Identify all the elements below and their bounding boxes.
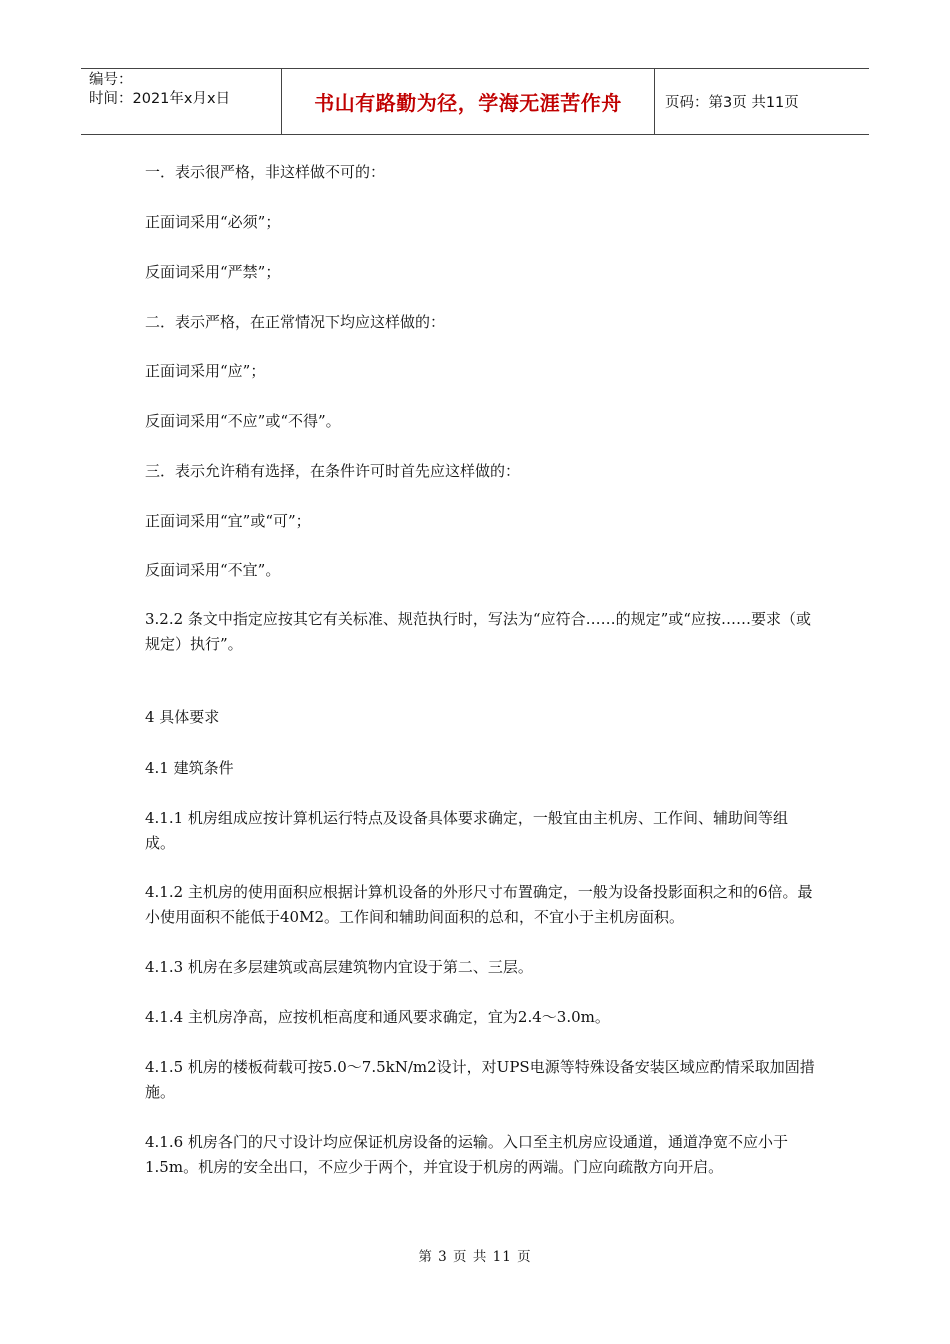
- paragraph: 正面词采用“宜”或“可”；: [145, 512, 311, 530]
- paragraph: 3.2.2 条文中指定应按其它有关标准、规范执行时，写法为“应符合……的规定”或“应按……要求（或规定）执行”。: [145, 610, 811, 653]
- paragraph: 反面词采用“不宜”。: [145, 561, 281, 579]
- paragraph: 4.1.1 机房组成应按计算机运行特点及设备具体要求确定，一般宜由主机房、工作间、辅助间等组成。: [145, 809, 788, 852]
- page-footer: 第 3 页 共 11 页: [418, 1249, 532, 1265]
- paragraph: 4.1.4 主机房净高，应按机柜高度和通风要求确定，宜为2.4～3.0m。: [145, 1008, 610, 1026]
- paragraph: 正面词采用“应”；: [145, 362, 266, 380]
- time-label: 时间：2021年x月x日: [89, 91, 231, 107]
- paragraph: 4.1.6 机房各门的尺寸设计均应保证机房设备的运输。入口至主机房应设通道，通道净宽不应小于1.5m。机房的安全出口，不应少于两个，并宜设于机房的两端。门应向疏散方向开启。: [145, 1133, 788, 1176]
- paragraph: 反面词采用“严禁”；: [145, 263, 281, 281]
- header-meta: [81, 69, 282, 134]
- paragraph: 二．表示严格，在正常情况下均应这样做的：: [145, 313, 446, 331]
- paragraph: 一．表示很严格，非这样做不可的：: [145, 163, 386, 181]
- header-motto: 书山有路勤为径，学海无涯苦作舟: [282, 69, 655, 134]
- paragraph: 反面词采用“不应”或“不得”。: [145, 412, 341, 430]
- page-header: [81, 68, 869, 135]
- paragraph: 4.1.5 机房的楼板荷载可按5.0～7.5kN/m2设计，对UPS电源等特殊设备安装区域应酌情采取加固措施。: [145, 1058, 815, 1101]
- section-heading: 4 具体要求: [145, 708, 220, 726]
- subsection-heading: 4.1 建筑条件: [145, 759, 234, 777]
- paragraph: 4.1.2 主机房的使用面积应根据计算机设备的外形尺寸布置确定，一般为设备投影面积之和的6倍。最小使用面积不能低于40M2。工作间和辅助间面积的总和，不宜小于主机房面积。: [145, 883, 813, 926]
- paragraph: 4.1.3 机房在多层建筑或高层建筑物内宜设于第二、三层。: [145, 958, 533, 976]
- header-page-label: 页码：第3页 共11页: [665, 95, 799, 111]
- paragraph: 正面词采用“必须”；: [145, 213, 281, 231]
- number-label: 编号：: [89, 72, 133, 88]
- paragraph: 三．表示允许稍有选择，在条件许可时首先应这样做的：: [145, 462, 521, 480]
